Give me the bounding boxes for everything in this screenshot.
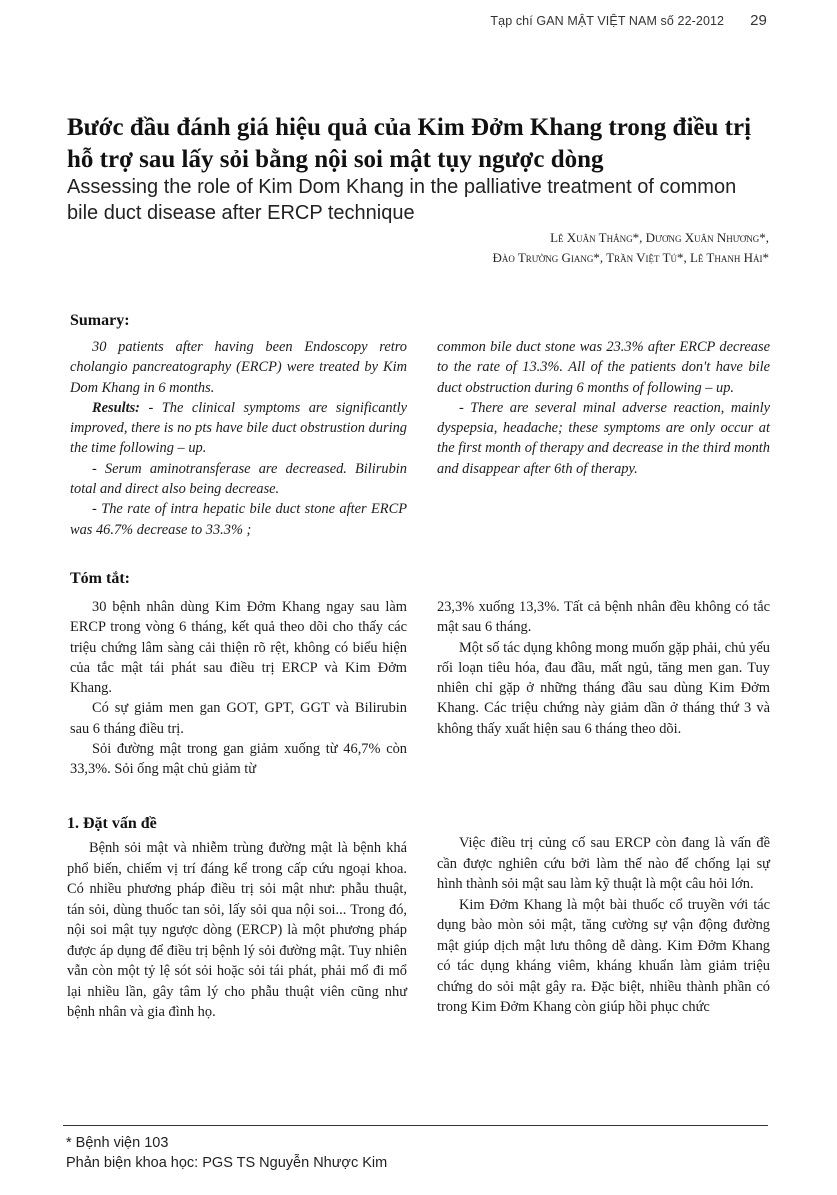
section-1-paragraph: Việc điều trị củng cố sau ERCP còn đang là vấn đề cần được nghiên cứu bởi làm thế nào để chống lại sự hình thành sỏi mật sau làm kỹ thuật là một câu hỏi lớn. (437, 835, 770, 892)
footnote-affiliation: * Bệnh viện 103 (66, 1135, 169, 1151)
tomtat-paragraph: Một số tác dụng không mong muốn gặp phải, chủ yếu rối loạn tiêu hóa, đau đầu, mất ngủ, tăng men gan. Tuy nhiên chỉ gặp ở những tháng đầu sau dùng Kim Đởm Khang. Các triệu chứng này giảm dần ở tháng thứ 3 và không thấy xuất hiện sau 6 tháng theo dõi. (437, 639, 770, 737)
section-1-right-column (437, 833, 770, 1018)
summary-right-column (437, 337, 770, 479)
running-header (490, 12, 767, 29)
footnote-divider (63, 1125, 768, 1126)
results-label: Results: (92, 399, 140, 416)
authors-line-1: Lê Xuân Thắng*, Dương Xuân Nhương*, (550, 230, 769, 245)
summary-paragraph: - Serum aminotransferase are decreased. Bilirubin total and direct also being decrease. (70, 460, 407, 498)
summary-results-paragraph: Results: - The clinical symptoms are significantly improved, there is no pts have bile duct obstrustion during the time following – up. (70, 399, 407, 457)
tomtat-right-column (437, 597, 770, 739)
section-1-paragraph: Kim Đởm Khang là một bài thuốc cổ truyền với tác dụng bào mòn sỏi mật, tăng cường sự vận động đường mật giúp dịch mật lưu thông dễ dàng. Kim Đởm Khang có tác dụng kháng viêm, kháng khuẩn làm giảm triệu chứng do sỏi mật gây ra. Đặc biệt, nhiều thành phần có trong Kim Đởm Khang còn giúp hồi phục chức (437, 896, 770, 1015)
tomtat-paragraph: Có sự giảm men gan GOT, GPT, GGT và Bilirubin sau 6 tháng điều trị. (70, 700, 407, 737)
summary-paragraph: common bile duct stone was 23.3% after ERCP decrease to the rate of 13.3%. All of the patients don't have bile duct obstruction during 6 months of following – up. (437, 339, 770, 396)
summary-paragraph: - The rate of intra hepatic bile duct stone after ERCP was 46.7% decrease to 33.3% ; (70, 501, 407, 538)
summary-heading: Sumary: (70, 312, 130, 329)
page-number: 29 (750, 12, 767, 29)
author-list (492, 228, 769, 268)
summary-paragraph: - There are several minal adverse reaction, mainly dyspepsia, headache; these symptoms are only occur at the first month of therapy and decrease in the third month and disappear after 6th of therapy. (437, 399, 770, 477)
journal-name: Tạp chí GAN MẬT VIỆT NAM số 22-2012 (490, 14, 725, 28)
section-1-left-column (67, 838, 407, 1023)
section-1-paragraph: Bệnh sỏi mật và nhiễm trùng đường mật là bệnh khá phổ biến, chiếm vị trí đáng kể trong cấp cứu ngoại khoa. Có nhiều phương pháp điều trị sỏi mật như: phẫu thuật, tán sỏi, dùng thuốc tan sỏi, lấy sỏi qua nội soi... Trong đó, nội soi mật tụy ngược dòng (ERCP) là một phương pháp được áp dụng để điều trị bệnh lý sỏi đường mật. Tuy nhiên vẫn còn một tỷ lệ sót sỏi hoặc sỏi tái phát, phải mổ đi mổ lại nhiều lần, gây tâm lý cho phẫu thuật viên cũng như bệnh nhân và gia đình họ. (67, 840, 407, 1020)
tomtat-paragraph: Sỏi đường mật trong gan giảm xuống từ 46,7% còn 33,3%. Sỏi ống mật chủ giảm từ (70, 741, 407, 778)
tomtat-heading: Tóm tắt: (70, 570, 130, 587)
authors-line-2: Đào Trường Giang*, Trần Việt Tú*, Lê Thanh Hải* (492, 250, 769, 265)
section-1-heading: 1. Đặt vấn đề (67, 815, 157, 832)
footnote (66, 1133, 387, 1173)
summary-paragraph: 30 patients after having been Endoscopy retro cholangio pancreatography (ERCP) were treated by Kim Dom Khang in 6 months. (70, 339, 407, 396)
tomtat-paragraph: 23,3% xuống 13,3%. Tất cả bệnh nhân đều không có tắc mật sau 6 tháng. (437, 599, 770, 636)
summary-left-column (70, 337, 407, 540)
tomtat-paragraph: 30 bệnh nhân dùng Kim Đởm Khang ngay sau làm ERCP trong vòng 6 tháng, kết quả theo dõi cho thấy các triệu chứng lâm sàng cải thiện rõ rệt, không có biểu hiện của tắc mật tái phát sau điều trị ERCP và Kim Đởm Khang. (70, 599, 407, 697)
title-english: Assessing the role of Kim Dom Khang in the palliative treatment of common bile duct disease after ERCP technique (67, 176, 737, 224)
tomtat-left-column (70, 597, 407, 780)
title-vietnamese: Bước đầu đánh giá hiệu quả của Kim Đởm Khang trong điều trị hỗ trợ sau lấy sỏi bằng nội soi mật tụy ngược dòng (67, 114, 752, 173)
footnote-reviewer: Phản biện khoa học: PGS TS Nguyễn Nhược Kim (66, 1155, 388, 1171)
